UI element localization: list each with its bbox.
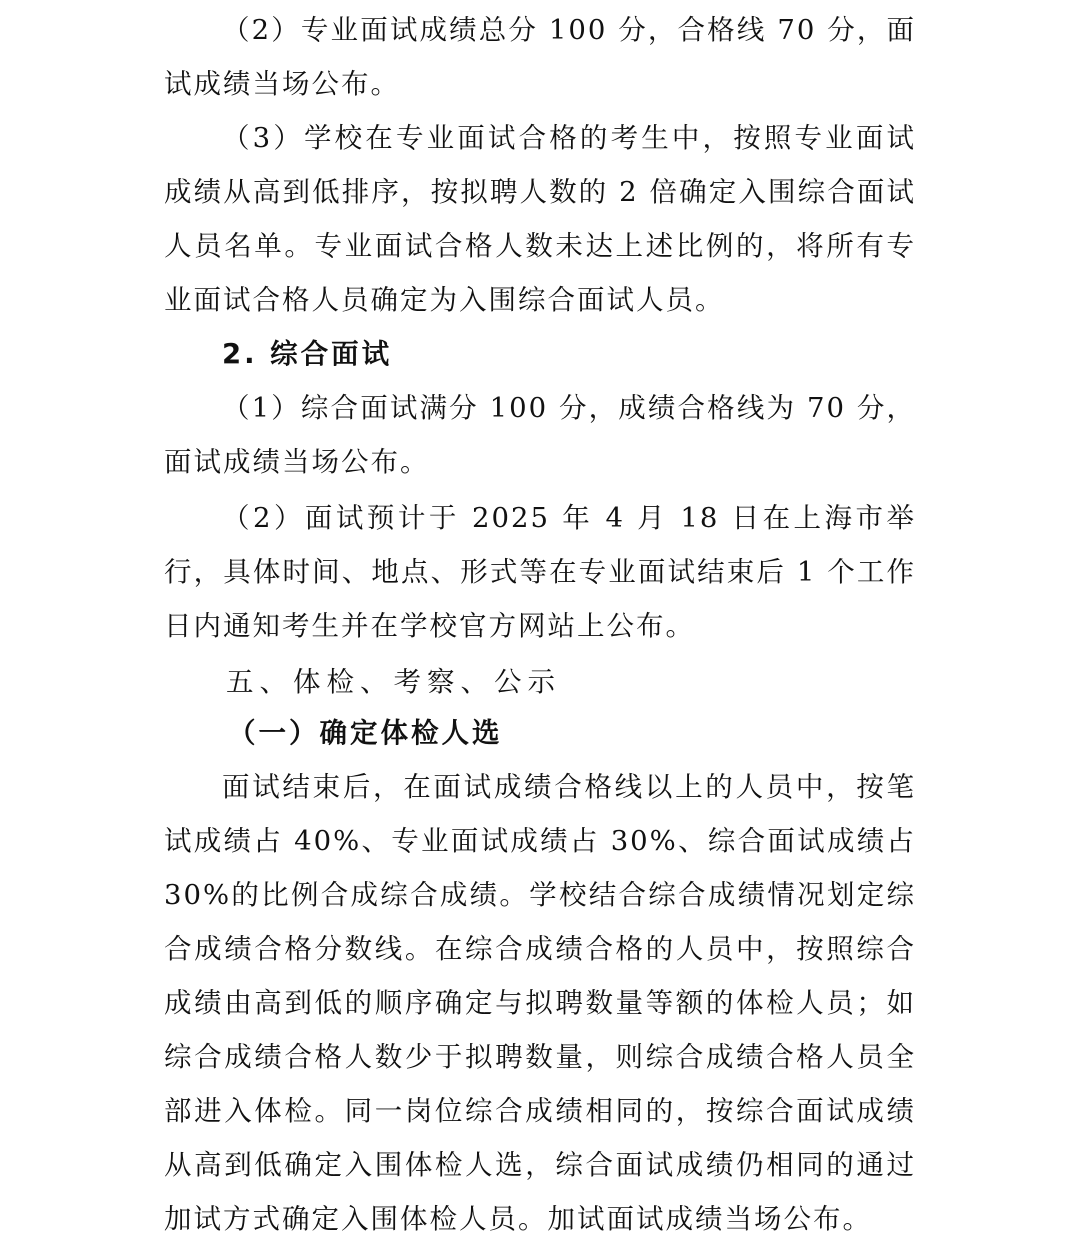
paragraph-medical-exam-selection: 面试结束后，在面试成绩合格线以上的人员中，按笔试成绩占 40%、专业面试成绩占 30%、综合面试成绩占 30%的比例合成综合成绩。学校结合综合成绩情况划定综合成绩合格分数线。在综合成绩合格的人员中，按照综合成绩由高到低的顺序确定与拟聘数量等额的体检人员；如综合成绩合格人数少于拟聘数量，则综合成绩合格人员全部进入体检。同一岗位综合成绩相同的，按综合面试成绩从高到低确定入围体检人选，综合面试成绩仍相同的通过加试方式确定入围体检人员。加试面试成绩当场公布。 [164,771,916,1235]
paragraph-comprehensive-interview-schedule: （2）面试预计于 2025 年 4 月 18 日在上海市举行，具体时间、地点、形式等在专业面试结束后 1 个工作日内通知考生并在学校官方网站上公布。 [164,502,916,642]
paragraph-comprehensive-interview-score: （1）综合面试满分 100 分，成绩合格线为 70 分，面试成绩当场公布。 [164,392,916,478]
paragraph-professional-interview-score: （2）专业面试成绩总分 100 分，合格线 70 分，面试成绩当场公布。 [164,14,916,100]
heading-comprehensive-interview: 2. 综合面试 [222,338,393,370]
heading-section-five: 五、体检、考察、公示 [226,666,561,698]
paragraph-professional-interview-ranking: （3）学校在专业面试合格的考生中，按照专业面试成绩从高到低排序，按拟聘人数的 2 倍确定入围综合面试人员名单。专业面试合格人数未达上述比例的，将所有专业面试合格人员确定为入围综合面试人员。 [164,122,916,316]
heading-determine-medical-candidates: （一）确定体检人选 [228,717,503,749]
